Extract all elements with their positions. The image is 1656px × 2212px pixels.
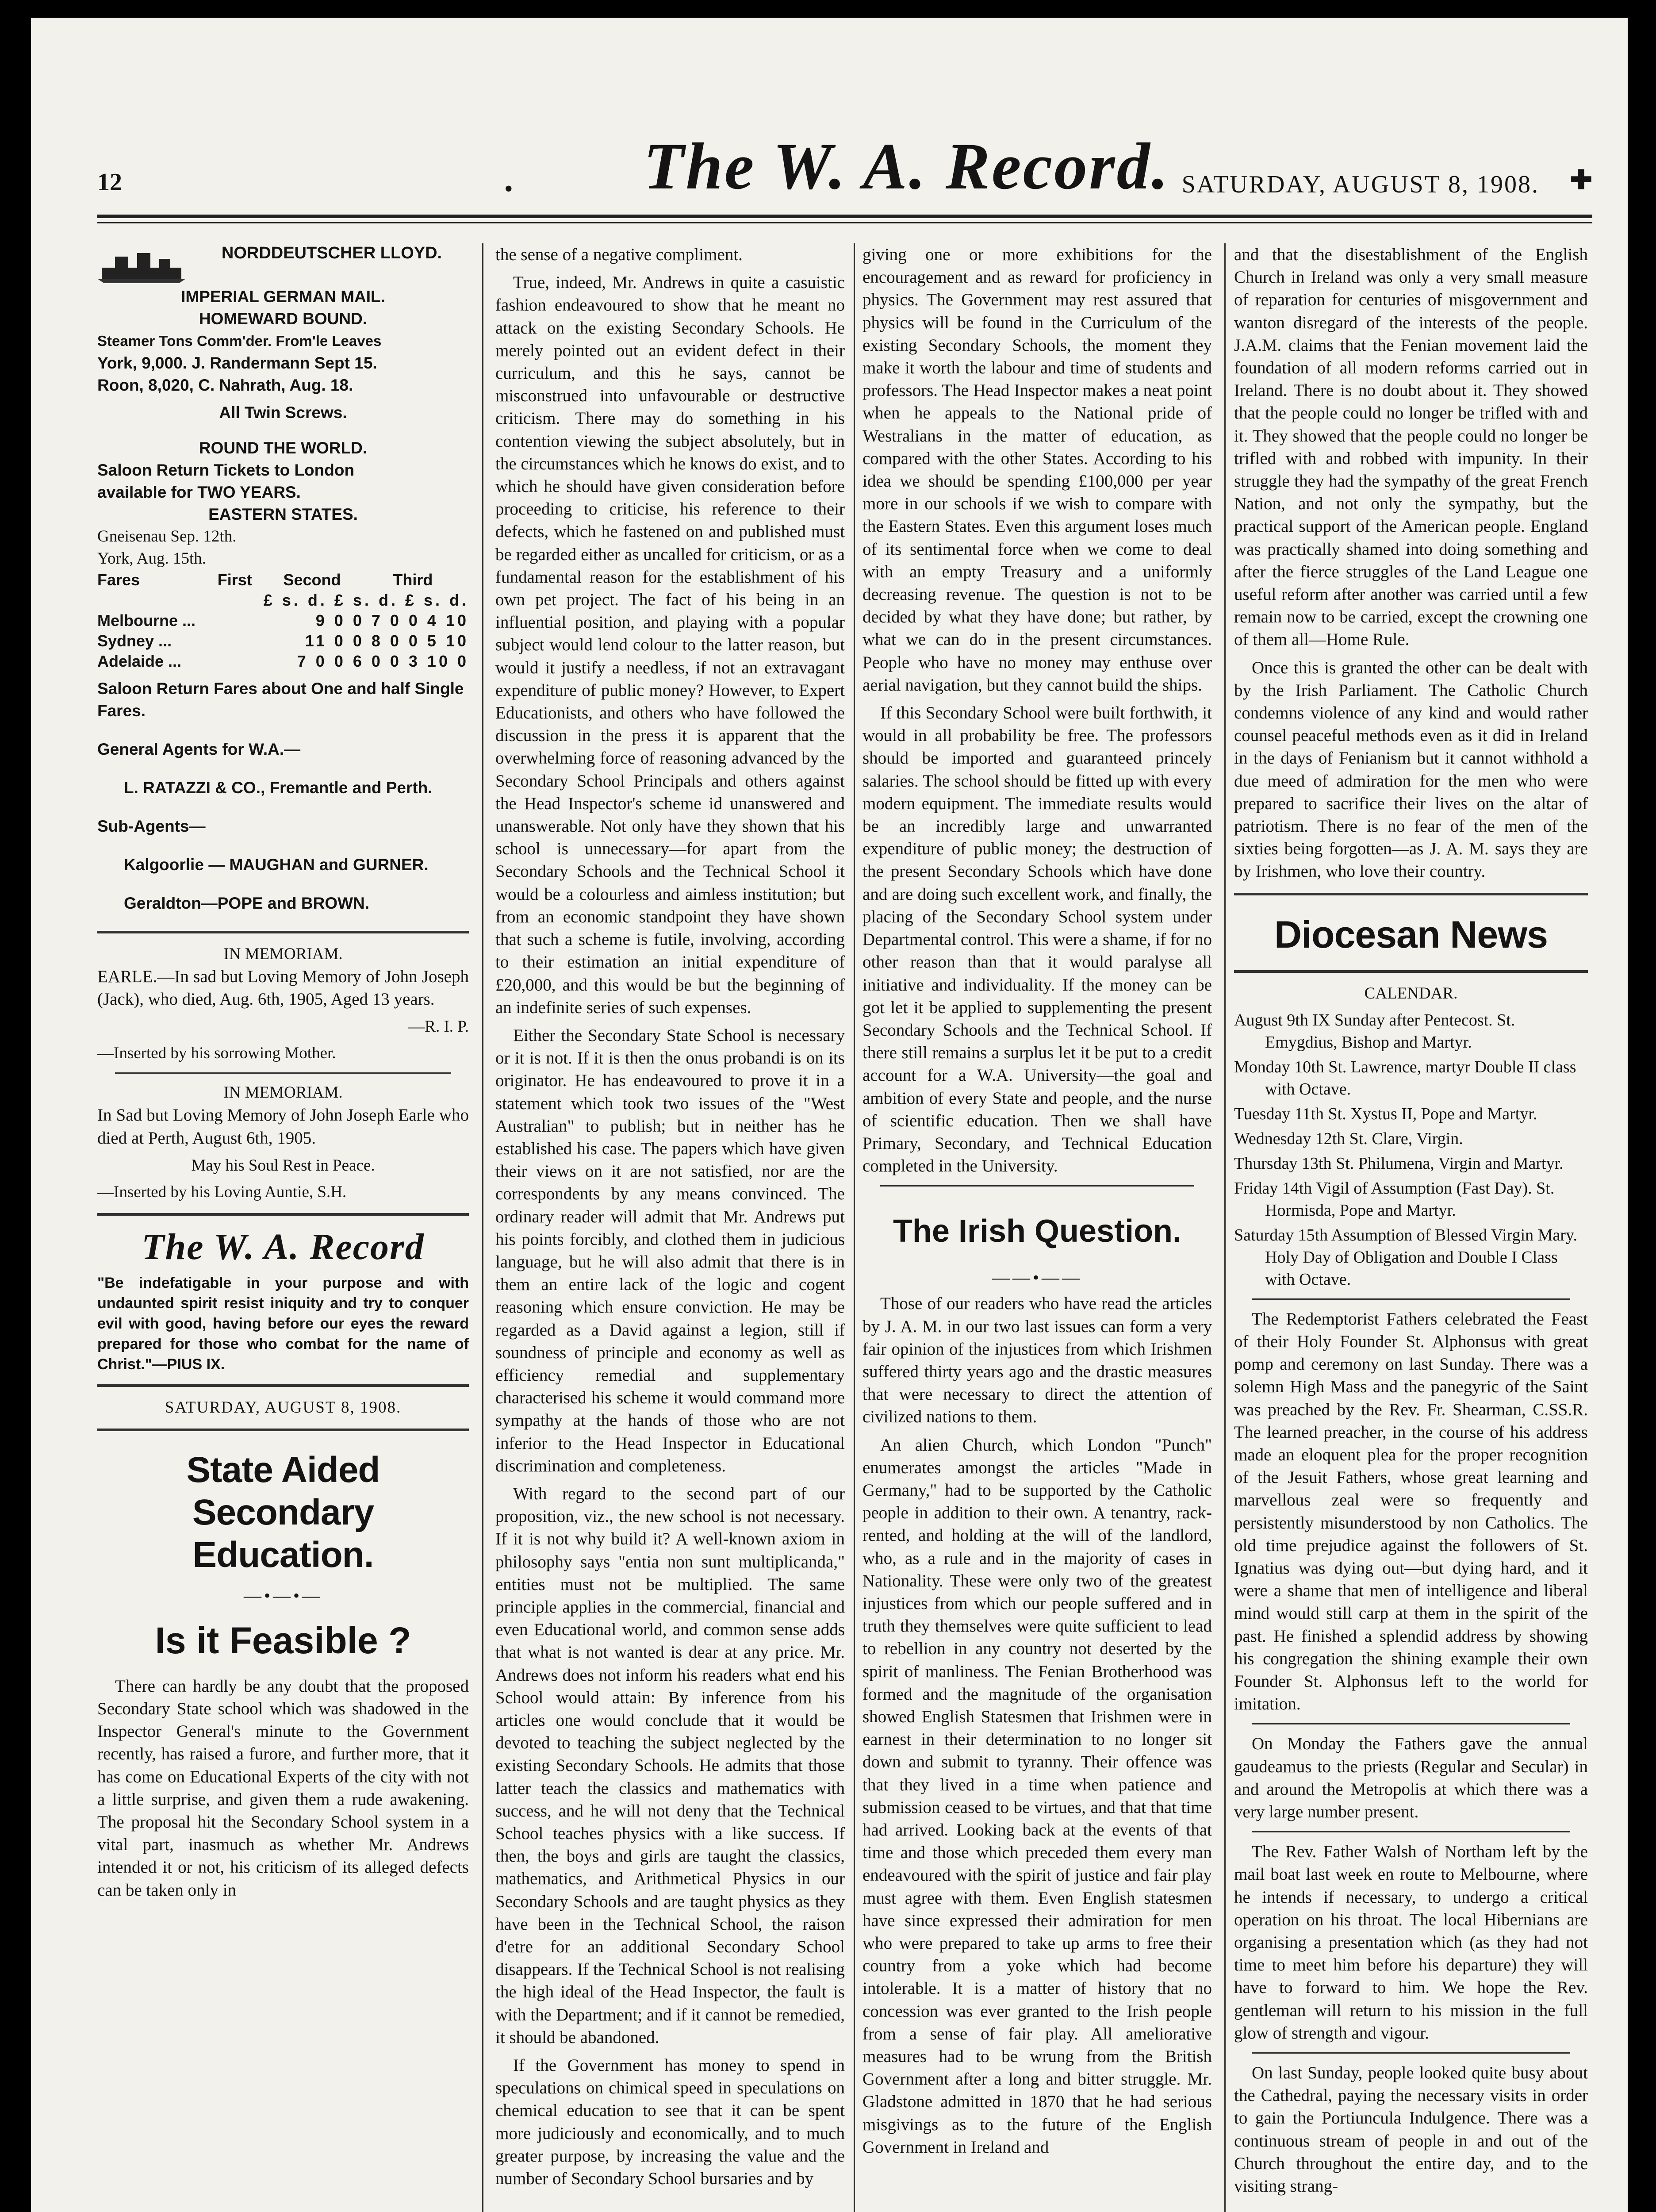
headline-state-aided: State Aided Secondary Education.	[186, 1449, 380, 1575]
section-rule	[1234, 970, 1588, 973]
ad-mail-line: IMPERIAL GERMAN MAIL.	[181, 288, 385, 306]
memoriam-text: In Sad but Loving Memory of John Joseph Earle who died at Perth, August 6th, 1905.	[97, 1106, 469, 1148]
article-paragraph: There can hardly be any doubt that the proposed Secondary State school which was shadowed in the Inspector General's minute to the Government recently, has raised a furore, and further more, that it has come on Educational Experts of the city with not a little surprise, and given them a rude awakening. The proposal hit the Secondary School system in a vital part, inasmuch as whether Mr. Andrews intended it or not, his criticism of its alleged defects can be taken only in	[97, 1676, 469, 1900]
ad-kalgoorlie: Kalgoorlie — MAUGHAN and GURNER.	[124, 856, 429, 874]
column-divider	[854, 243, 855, 2212]
fares-header-cell: First	[217, 571, 252, 589]
calendar-entry: Tuesday 11th St. Xystus II, Pope and Martyr.	[1234, 1104, 1537, 1123]
issue-date: SATURDAY, AUGUST 8, 1908.	[165, 1398, 402, 1417]
fares-values: 7 0 0 6 0 0 3 10 0	[297, 652, 469, 670]
news-paragraph: The Rev. Father Walsh of Northam left by the mail boat last week en route to Melbourne, where he intends if necessary, to undergo a critical operation on his throat. The local Hibernians are organising a presentation which (as they had not time to meet him before his departure) they will have to forward to him. We hope the Rev. gentleman will return to his mission in the full glow of strength and vigour.	[1234, 1842, 1588, 2043]
fares-values: 9 0 0 7 0 0 4 10	[315, 611, 469, 630]
divider	[115, 1072, 451, 1074]
ship-icon	[97, 243, 186, 283]
article-paragraph: Once this is granted the other can be dealt with by the Irish Parliament. The Catholic Church condemns violence of any kind and would rather counsel peaceful methods even as it did in Ireland in the days of Fenianism but it cannot withhold a due meed of admiration for the men who were prepared to sacrifice their lives on the altar of patriotism. There is no fear of the men of the sixties being forgotten—as J. A. M. says they are by Irishmen, who love their country.	[1234, 658, 1588, 881]
fares-header-cell: Second	[283, 571, 341, 589]
ad-york: York, Aug. 15th.	[97, 549, 207, 568]
ad-sub-agents: Sub-Agents—	[97, 817, 206, 835]
article-paragraph: Either the Secondary State School is necessary or it is not. If it is then the onus probandi is on its originator. He has endeavoured to prove it in a statement which took two issues of the "West Australian" to publish; but in neither has he established his case. The papers which have given their views on it are not satisfied, nor are the correspondents by any means convinced. The ordinary reader will admit that Mr. Andrews put his points forcibly, and clothed them in judicious language, but he will also admit that there is in them an entire lack of the logic and cogent reasoning which ensure conviction. He may be regarded as a David against a legion, still if soundness of principle and economy as well as efficiency remedial and supplementary characterised his scheme it would command more sympathy at the hands of those who are not inferior to the Head Inspector in Educational discrimination and completeness.	[495, 1025, 845, 1475]
ad-available: available for TWO YEARS.	[97, 483, 301, 501]
memoriam-prayer: May his Soul Rest in Peace.	[191, 1156, 375, 1175]
ornament-divider: —•—•—	[243, 1585, 322, 1605]
calendar-entry: Saturday 15th Assumption of Blessed Virgin Mary. Holy Day of Obligation and Double I Class with Octave.	[1234, 1225, 1577, 1289]
memoriam-inserted-by: —Inserted by his Loving Auntie, S.H.	[97, 1183, 347, 1201]
ad-eastern-states: EASTERN STATES.	[208, 505, 358, 523]
article-paragraph: Those of our readers who have read the articles by J. A. M. in our two last issues can form a very fair opinion of the injustices from which Irishmen suffered thirty years ago and the drastic measures that were necessary to direct the attention of civilized nations to them.	[862, 1294, 1212, 1427]
section-rule	[1234, 893, 1588, 895]
ornament-dot: •	[504, 175, 513, 203]
article-paragraph: True, indeed, Mr. Andrews in quite a casuistic fashion endeavoured to show that he meant no attack on the existing Secondary Schools. He merely pointed out an evident defect in their curriculum, and this he says, cannot be misconstrued into unfavourable or destructive criticism. There may do something in his contention viewing the subject absolutely, but in the circumstances which he knows do exist, and to which he should have given consideration before proceeding to criticise, his reference to their defects, which he fastened on and published must be regarded either as uncalled for criticism, or as a fundamental reason for the establishment of his own pet project. The fact of his being in an influential position, and playing with a popular subject would lend colour to the latter reason, but would it justify a needless, if not an extravagant expenditure of public money? However, to Expert Educationists, and others who have followed the discussion in the press it is apparent that the overwhelming force of reasoning advanced by the Secondary School Principals and others against the Head Inspector's scheme id unanswered and unanswerable. Not only have they shown that his school is unnecessary—for apart from the Secondary Schools and the Technical School it would be a colourless and aimless institution; but from an economic standpoint they have shown that such a scheme is futile, involving, according to their estimation an initial expenditure of £20,000, and this would be but the beginning of an indefinite series of such expenses.	[495, 273, 845, 1017]
fares-city: Sydney ...	[97, 632, 172, 650]
article-paragraph: If this Secondary School were built forthwith, it would in all probability be free. The professors should be imported and guaranteed princely salaries. The school should be fitted up with every modern equipment. The immediate results would be an incredibly large and unwarranted expenditure of public money; the destruction of the present Secondary Schools which have done and are doing such excellent work, and finally, the placing of the Secondary School system under Departmental control. This were a shame, if for no other reason than that it would paralyse all initiative and individuality. If the money can be got let it be applied to supplementing the present Secondary Schools and the Technical School. If there still remains a surplus let it be put to a credit account for a W.A. University—the goal and ambition of every State and people, and the nurse of scientific education. Then we shall have Primary, Secondary, and Technical Education completed in the University.	[862, 703, 1212, 1176]
ad-geraldton: Geraldton—POPE and BROWN.	[124, 894, 370, 912]
memoriam-inserted-by: —Inserted by his sorrowing Mother.	[97, 1044, 336, 1063]
news-paragraph: On Monday the Fathers gave the annual gaudeamus to the priests (Regular and Secular) in and around the Metropolis at which there was a very large number present.	[1234, 1734, 1588, 1821]
section-rule	[97, 1213, 469, 1216]
memoriam-text: EARLE.—In sad but Loving Memory of John Joseph (Jack), who died, Aug. 6th, 1905, Aged 13 years.	[97, 967, 469, 1009]
news-paragraph: The Redemptorist Fathers celebrated the Feast of their Holy Founder St. Alphonsus with great pomp and ceremony on last Sunday. There was a solemn High Mass and the panegyric of the Saint was preached by the Rev. Fr. Shearman, C.SS.R. The learned preacher, in the course of his address made an eloquent plea for the proper recognition of the Jesuit Fathers, whose great learning and marvellous zeal were so frequently and persistently misunderstood by non Catholics. The old time prejudice against the followers of St. Ignatius was dying out—but dying hard, and it were a shame that men of intelligence and liberal mind would still carp at them in the spirit of the past. He finished a splendid address by showing his congregation the shining example their own Founder St. Alphonsus left to the world for imitation.	[1234, 1309, 1588, 1714]
headline-diocesan-news: Diocesan News	[1274, 913, 1548, 956]
fares-city: Melbourne ...	[97, 611, 196, 630]
fares-currency: £ s. d. £ s. d. £ s. d.	[263, 591, 469, 609]
memoriam-title: IN MEMORIAM.	[223, 945, 343, 963]
column-divider	[482, 243, 483, 2212]
fares-table	[97, 570, 469, 672]
calendar-entry: August 9th IX Sunday after Pentecost. St. Emygdius, Bishop and Martyr.	[1234, 1010, 1515, 1052]
shipping-advertisement-header	[97, 243, 469, 283]
divider	[1252, 2052, 1570, 2054]
ad-ship-line: York, 9,000. J. Randermann Sept 15.	[97, 354, 377, 372]
fares-header-cell: Third	[393, 571, 433, 589]
motto-quote: "Be indefatigable in your purpose and with undaunted spirit resist iniquity and try to conquer evil with good, having before our eyes the reward prepared for those who combat for the name of Christ."—PIUS IX.	[97, 1274, 469, 1373]
fares-header-row	[97, 570, 469, 590]
calendar-title: CALENDAR.	[1364, 984, 1458, 1002]
ad-general-agents: General Agents for W.A.—	[97, 740, 301, 758]
column-3	[862, 243, 1212, 2212]
ad-gneisenau: Gneisenau Sep. 12th.	[97, 527, 237, 545]
column-divider	[1224, 243, 1226, 2212]
masthead	[97, 128, 1592, 221]
cross-icon: ✚	[1570, 165, 1592, 195]
section-rule	[97, 1384, 469, 1387]
divider	[880, 1185, 1194, 1187]
column-2	[495, 243, 845, 2212]
memoriam-title: IN MEMORIAM.	[223, 1083, 343, 1102]
headline-irish-question: The Irish Question.	[893, 1214, 1182, 1249]
ad-saloon-return: Saloon Return Fares about One and half Single Fares.	[97, 680, 464, 720]
ad-twin-screws: All Twin Screws.	[219, 403, 347, 422]
fares-values: 11 0 0 8 0 0 5 10	[305, 632, 469, 650]
article-paragraph: the sense of a negative compliment.	[495, 245, 743, 264]
section-rule	[97, 931, 469, 933]
ad-ratazzi: L. RATAZZI & CO., Fremantle and Perth.	[124, 779, 433, 797]
column-1	[97, 243, 469, 2212]
calendar-entry: Friday 14th Vigil of Assumption (Fast Day). St. Hormisda, Pope and Martyr.	[1234, 1179, 1555, 1220]
ad-table-header: Steamer Tons Comm'der. From'le Leaves	[97, 333, 382, 349]
fares-header-cell: Fares	[97, 571, 140, 589]
headline-feasible: Is it Feasible ?	[155, 1619, 411, 1661]
article-paragraph: An alien Church, which London "Punch" enumerates amongst the articles "Made in Germany," had to be supported by the Catholic people in addition to their own. A tenantry, rack-rented, and holding at the will of the landlord, who, as a rule and in the majority of cases in Nationality. These were only two of the greatest injustices from which our people suffered and in truth they themselves were quite sufficient to lead to rebellion in any country not deserted by the spirit of manliness. The Fenian Brotherhood was formed and the magnitude of the organisation showed English Statesmen that Irishmen were in earnest in their determination to no longer sit down and submit to tyranny. Their offence was that they lived in a time when patience and submission ceased to be virtues, and that that time had arrived. Looking back at the events of that time and those which preceded them every man endeavoured with the spirit of justice and fair play must agree with them. Even English statesmen have since expressed their admiration for men who were prepared to take up arms to free their country from a yoke which had become intolerable. It is a matter of history that no concession was ever granted to the Irish people from a sense of fair play. All ameliorative measures had to be wrung from the British Government after a long and bitter struggle. Mr. Gladstone admitted in 1870 that he had serious misgivings as to the future of the English Government in Ireland and	[862, 1435, 1212, 2157]
calendar-entry: Monday 10th St. Lawrence, martyr Double II class with Octave.	[1234, 1057, 1576, 1098]
article-paragraph: and that the disestablishment of the English Church in Ireland was only a very small measure of reparation for centuries of misgovernment and wanton disregard of the interests of the people. J.A.M. claims that the Fenian movement laid the foundation of all modern reforms carried out in Ireland. There is no doubt about it. They showed that the people could no longer be trifled with and it. They showed that the people could no longer be trifled with and robbed with impunity. In their struggle they had the sympathy of the great French Nation, and not only the sympathy, but the practical support of the American people. England was practically shamed into doing something and after the fierce struggles of the Land League one useful reform after another was carried until a few remain now to be carried, except the crowning one of them all—Home Rule.	[1234, 245, 1588, 649]
masthead-rule	[97, 215, 1592, 218]
shipping-company-name: NORDDEUTSCHER LLOYD.	[221, 244, 442, 262]
newspaper-page	[31, 18, 1628, 2212]
record-nameplate: The W. A. Record	[142, 1226, 425, 1267]
masthead-rule-thin	[97, 222, 1592, 223]
column-4	[1234, 243, 1588, 2212]
fares-city: Adelaide ...	[97, 652, 182, 670]
masthead-date: SATURDAY, AUGUST 8, 1908.	[1181, 171, 1539, 198]
ad-saloon-tickets: Saloon Return Tickets to London	[97, 461, 355, 479]
ad-bound-line: HOMEWARD BOUND.	[199, 310, 368, 328]
news-paragraph: On last Sunday, people looked quite busy about the Cathedral, paying the necessary visits in order to gain the Portiuncula Indulgence. There was a continuous stream of people in and out of the Church throughout the entire day, and to the visiting strang-	[1234, 2063, 1588, 2196]
calendar-entry: Thursday 13th St. Philumena, Virgin and Martyr.	[1234, 1154, 1564, 1173]
article-paragraph: giving one or more exhibitions for the encouragement and as reward for proficiency in physics. The Government may rest assured that physics will be found in the Curriculum of the existing Secondary Schools, the moment they make it worth the labour and time of students and professors. The Head Inspector makes a neat point when he appeals to the National pride of Westralians in the matter of education, as compared with the other States. According to his idea we should be spending £100,000 per year more in our schools if we wish to compare with the Eastern States. Even this argument loses much of its sentimental force when we come to deal with an empty Treasury and a uniformly decreasing revenue. The question is not to be decided by what they have done; but rather, by what we can do in the present circumstances. People who have no money may enthuse over aerial navigation, but they cannot build the ships.	[862, 245, 1212, 695]
table-row	[97, 611, 469, 631]
divider	[1252, 1831, 1570, 1832]
fares-currency-row	[97, 590, 469, 611]
page-number: 12	[97, 169, 122, 196]
article-paragraph: If the Government has money to spend in speculations on chimical speed in speculations on chemical education to see that it can be spent more judiciously and economically, and to much greater purpose, by increasing the value and the number of Secondary School bursaries and by	[495, 2056, 845, 2189]
divider	[1252, 1298, 1570, 1300]
table-row	[97, 651, 469, 672]
ad-round-world: ROUND THE WORLD.	[199, 439, 368, 457]
article-paragraph: With regard to the second part of our proposition, viz., the new school is not necessary. If it is not why build it? A well-known axiom in philosophy says "entia non sunt multiplicanda," entities must not be multiplied. The same principle applies in the commercial, financial and even Educational world, and common sense adds that what is not wanted is dear at any price. Mr. Andrews does not inform his readers what end his School would attain: By inference from his articles one would conclude that it would be devoted to teaching the subject neglected by the existing Secondary Schools. He admits that those latter teach the classics and mathematics with success, and he will not deny that the Technical School teaches physics with a like success. If then, the boys and girls are taught the classics, mathematics, and Arithmetical Physics in our Secondary Schools and are taught physics as they have been in the Technical School, the raison d'etre for an additional Secondary School disappears. If the Technical School is not realising the high ideal of the Head Inspector, the fault is with the Department; and if it cannot be remedied, it should be abandoned.	[495, 1484, 845, 2047]
section-rule	[97, 1429, 469, 1431]
memoriam-rip: —R. I. P.	[408, 1018, 469, 1036]
ad-ship-line: Roon, 8,020, C. Nahrath, Aug. 18.	[97, 376, 353, 394]
divider	[1252, 1723, 1570, 1724]
calendar-entry: Wednesday 12th St. Clare, Virgin.	[1234, 1129, 1463, 1148]
ornament-divider: ——•——	[992, 1267, 1082, 1288]
newspaper-title: The W. A. Record.	[643, 130, 1170, 203]
table-row	[97, 631, 469, 651]
